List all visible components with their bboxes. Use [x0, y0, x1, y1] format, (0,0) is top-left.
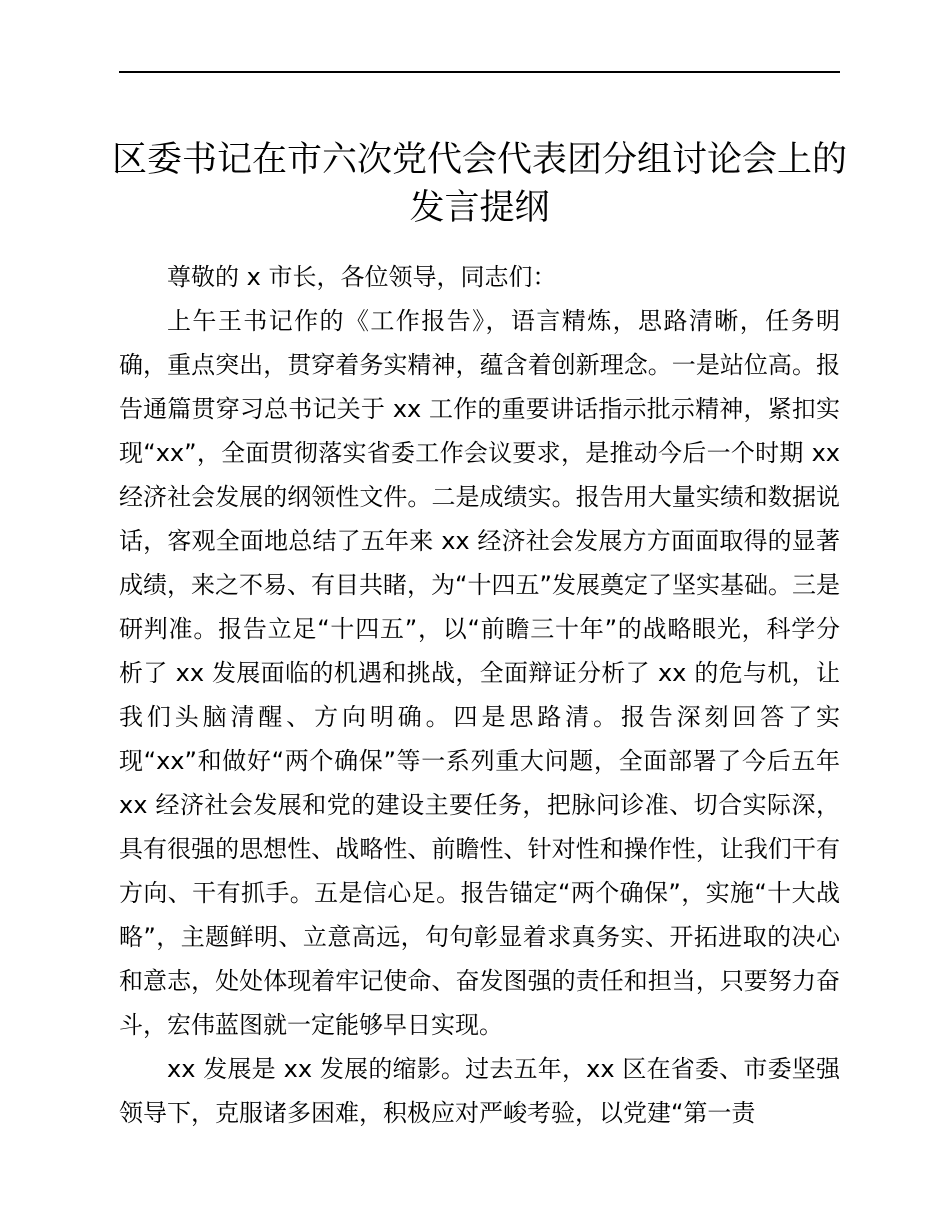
body-paragraph: xx 发展是 xx 发展的缩影。过去五年，xx 区在省委、市委坚强领导下，克服诸多困难，积极应对严峻考验，以党建“第一责 — [119, 1055, 840, 1127]
page-title — [110, 136, 849, 232]
salutation-paragraph: 尊敬的 x 市长，各位领导，同志们： — [167, 263, 557, 291]
header-rule — [119, 71, 840, 73]
title-line-2: 发言提纲 — [409, 188, 550, 228]
body-text — [119, 255, 840, 1135]
body-paragraph: 上午王书记作的《工作报告》，语言精炼，思路清晰，任务明确，重点突出，贯穿着务实精神，蕴含着创新理念。一是站位高。报告通篇贯穿习总书记关于 xx 工作的重要讲话指示批示精神，紧扣实现“xx”，全面贯彻落实省委工作会议要求，是推动今后一个时期 xx 经济社会发展的纲领性文件。二是成绩实。报告用大量实绩和数据说话，客观全面地总结了五年来 xx 经济社会发展方方面面取得的显著成绩，来之不易、有目共睹，为“十四五”发展奠定了坚实基础。三是研判准。报告立足“十四五”，以“前瞻三十年”的战略眼光，科学分析了 xx 发展面临的机遇和挑战，全面辩证分析了 xx 的危与机，让我们头脑清醒、方向明确。四是思路清。报告深刻回答了实现“xx”和做好“两个确保”等一系列重大问题，全面部署了今后五年 xx 经济社会发展和党的建设主要任务，把脉问诊准、切合实际深，具有很强的思想性、战略性、前瞻性、针对性和操作性，让我们干有方向、干有抓手。五是信心足。报告锚定“两个确保”，实施“十大战略”，主题鲜明、立意高远，句句彰显着求真务实、开拓进取的决心和意志，处处体现着牢记使命、奋发图强的责任和担当，只要努力奋斗，宏伟蓝图就一定能够早日实现。 — [119, 307, 840, 1039]
title-line-1: 区委书记在市六次党代会代表团分组讨论会上的 — [111, 140, 847, 180]
